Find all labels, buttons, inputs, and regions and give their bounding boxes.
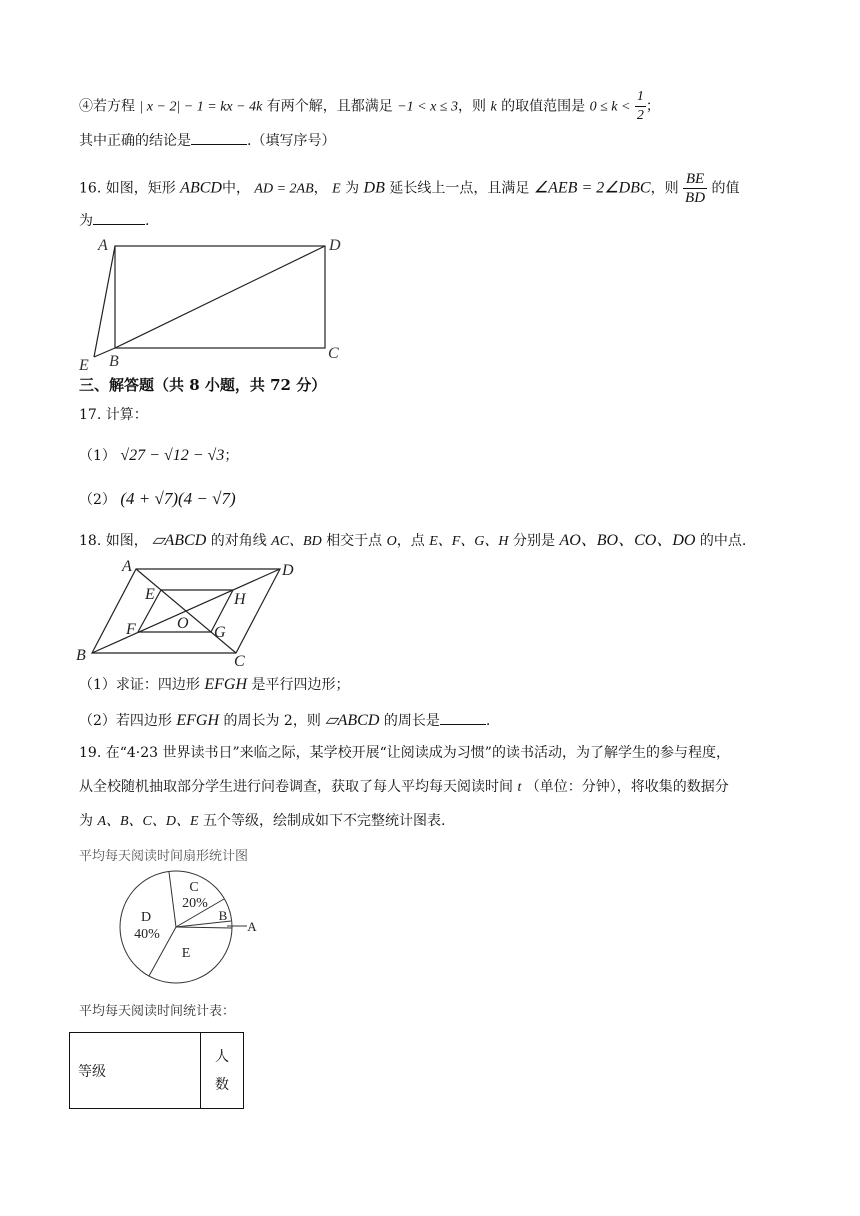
label-o: O xyxy=(177,615,189,632)
grade-table xyxy=(69,1032,244,1109)
math-equation: AD = 2AB xyxy=(254,181,314,197)
text: 为 xyxy=(79,213,93,229)
label-d: D xyxy=(329,237,341,254)
text: 16. 如图，矩形 xyxy=(79,180,176,197)
math-var: ABCD xyxy=(180,179,222,197)
text: ，点 xyxy=(396,533,425,549)
slice-label-e: E xyxy=(181,946,191,961)
diagonal-bd xyxy=(92,569,280,653)
text: 延长线上一点，且满足 xyxy=(389,180,530,197)
math-equation: | x − 2| − 1 = kx − 4k xyxy=(139,99,263,115)
pie-chart xyxy=(110,866,270,988)
text: 相交于点 xyxy=(326,533,383,549)
slice-label-b: B xyxy=(218,908,228,923)
text: 的中点. xyxy=(699,533,747,549)
math-var: k xyxy=(490,99,497,115)
label-b: B xyxy=(76,647,86,664)
section-title: 三、解答题（共 8 小题，共 72 分） xyxy=(79,376,327,394)
text: 的取值范围是 xyxy=(501,98,586,115)
q17-part2 xyxy=(79,488,236,511)
segment-ae xyxy=(94,246,115,357)
text: 的周长为 2，则 xyxy=(223,713,321,729)
math-expression: √27 − √12 − √3 xyxy=(120,447,225,464)
text: （1）求证：四边形 xyxy=(79,677,200,693)
math-var: AC、BD xyxy=(271,534,322,549)
text: 为 xyxy=(79,813,93,829)
text: 分别是 xyxy=(512,533,555,549)
table-header-grade: 等级 xyxy=(70,1033,201,1109)
label-h: H xyxy=(234,591,246,608)
math-range: 0 ≤ k < xyxy=(589,99,631,115)
math-equation: ∠AEB = 2∠DBC xyxy=(533,179,651,197)
q19-line3 xyxy=(79,810,445,833)
text: . xyxy=(485,713,491,729)
text: 的值 xyxy=(711,180,740,197)
slice-percent-c: 20% xyxy=(182,896,208,911)
fraction: $\frac{1}{2}$ xyxy=(636,89,644,123)
fraction: $\frac{BE}{BD}$ xyxy=(685,171,706,206)
table-title: 平均每天阅读时间统计表： xyxy=(79,1004,236,1019)
q15-item4 xyxy=(79,88,660,125)
text: ，则 xyxy=(650,180,679,197)
text: 其中正确的结论是 xyxy=(79,133,191,149)
text: ； xyxy=(224,448,239,464)
text: .（填写序号） xyxy=(247,133,336,149)
label-g: G xyxy=(214,624,226,641)
label-c: C xyxy=(234,653,245,668)
text: 中， xyxy=(221,180,250,197)
math-var: ▱ABCD xyxy=(152,532,207,549)
math-var: AO、BO、CO、DO xyxy=(559,532,696,549)
label-e: E xyxy=(79,357,89,374)
text: （1） xyxy=(79,448,116,464)
math-var: E xyxy=(332,181,341,197)
text: （单位：分钟），将收集的数据分 xyxy=(525,779,729,795)
table-row xyxy=(70,1033,244,1109)
text: ，则 xyxy=(458,98,486,115)
label-a: A xyxy=(122,558,132,575)
q18-part1 xyxy=(79,674,349,696)
text: . xyxy=(145,213,150,229)
math-var: EFGH xyxy=(204,676,248,693)
math-var: DB xyxy=(363,179,385,197)
math-expression: (4 + √7)(4 − √7) xyxy=(120,489,236,508)
text: 18. 如图， xyxy=(79,533,148,549)
math-var: EFGH xyxy=(176,712,220,729)
answer-blank[interactable] xyxy=(191,130,247,145)
q19-line1: 19. 在“4·23 世界读书日”来临之际，某学校开展“让阅读成为习惯”的读书活动，为了解学生的参与程度， xyxy=(79,745,730,761)
label-c: C xyxy=(328,345,339,362)
text: 五个等级，绘制成如下不完整统计图表. xyxy=(203,813,446,829)
q18-stem xyxy=(79,530,746,553)
text: 是平行四边形； xyxy=(251,677,350,693)
text: 的对角线 xyxy=(210,533,267,549)
text: 数 xyxy=(215,1076,229,1093)
q15-answer-line xyxy=(79,130,335,152)
slice-label-d: D xyxy=(140,910,152,925)
slice-label-c: C xyxy=(189,880,199,895)
text: ， xyxy=(313,180,328,197)
math-var: t xyxy=(517,780,522,795)
text: ④若方程 xyxy=(79,98,135,115)
text: （2） xyxy=(79,492,116,508)
text: 从全校随机抽取部分学生进行问卷调查，获取了每人平均每天阅读时间 xyxy=(79,779,513,795)
q16-stem xyxy=(79,170,740,207)
slice-label-a: A xyxy=(247,919,257,934)
pie-chart-title: 平均每天阅读时间扇形统计图 xyxy=(79,849,249,864)
table-header-count xyxy=(201,1033,244,1109)
math-var: E、F、G、H xyxy=(429,534,509,549)
label-d: D xyxy=(282,562,294,579)
text: （2）若四边形 xyxy=(79,713,172,729)
text: 的周长是 xyxy=(383,713,440,729)
diagonal-bd xyxy=(115,246,325,348)
text: ； xyxy=(645,98,660,115)
text: 有两个解，且都满足 xyxy=(266,98,393,115)
q16-rectangle-figure xyxy=(76,232,356,377)
math-var: ▱ABCD xyxy=(325,712,380,729)
q17-stem: 17. 计算： xyxy=(79,407,148,423)
q19-line2 xyxy=(79,776,729,799)
q18-parallelogram-figure xyxy=(74,556,310,668)
slice-percent-d: 40% xyxy=(134,927,160,942)
label-e: E xyxy=(145,586,155,603)
label-b: B xyxy=(109,353,119,370)
math-var: O xyxy=(386,534,397,549)
math-var: A、B、C、D、E xyxy=(97,814,199,829)
q17-part1 xyxy=(79,445,238,467)
label-a: A xyxy=(98,237,108,254)
answer-blank[interactable] xyxy=(440,710,486,725)
text: 人 xyxy=(215,1048,229,1065)
q16-line2 xyxy=(79,210,149,232)
label-f: F xyxy=(126,621,136,638)
q18-part2 xyxy=(79,710,490,732)
text: 为 xyxy=(345,180,360,197)
math-condition: −1 < x ≤ 3 xyxy=(397,99,458,115)
answer-blank[interactable] xyxy=(93,210,145,225)
